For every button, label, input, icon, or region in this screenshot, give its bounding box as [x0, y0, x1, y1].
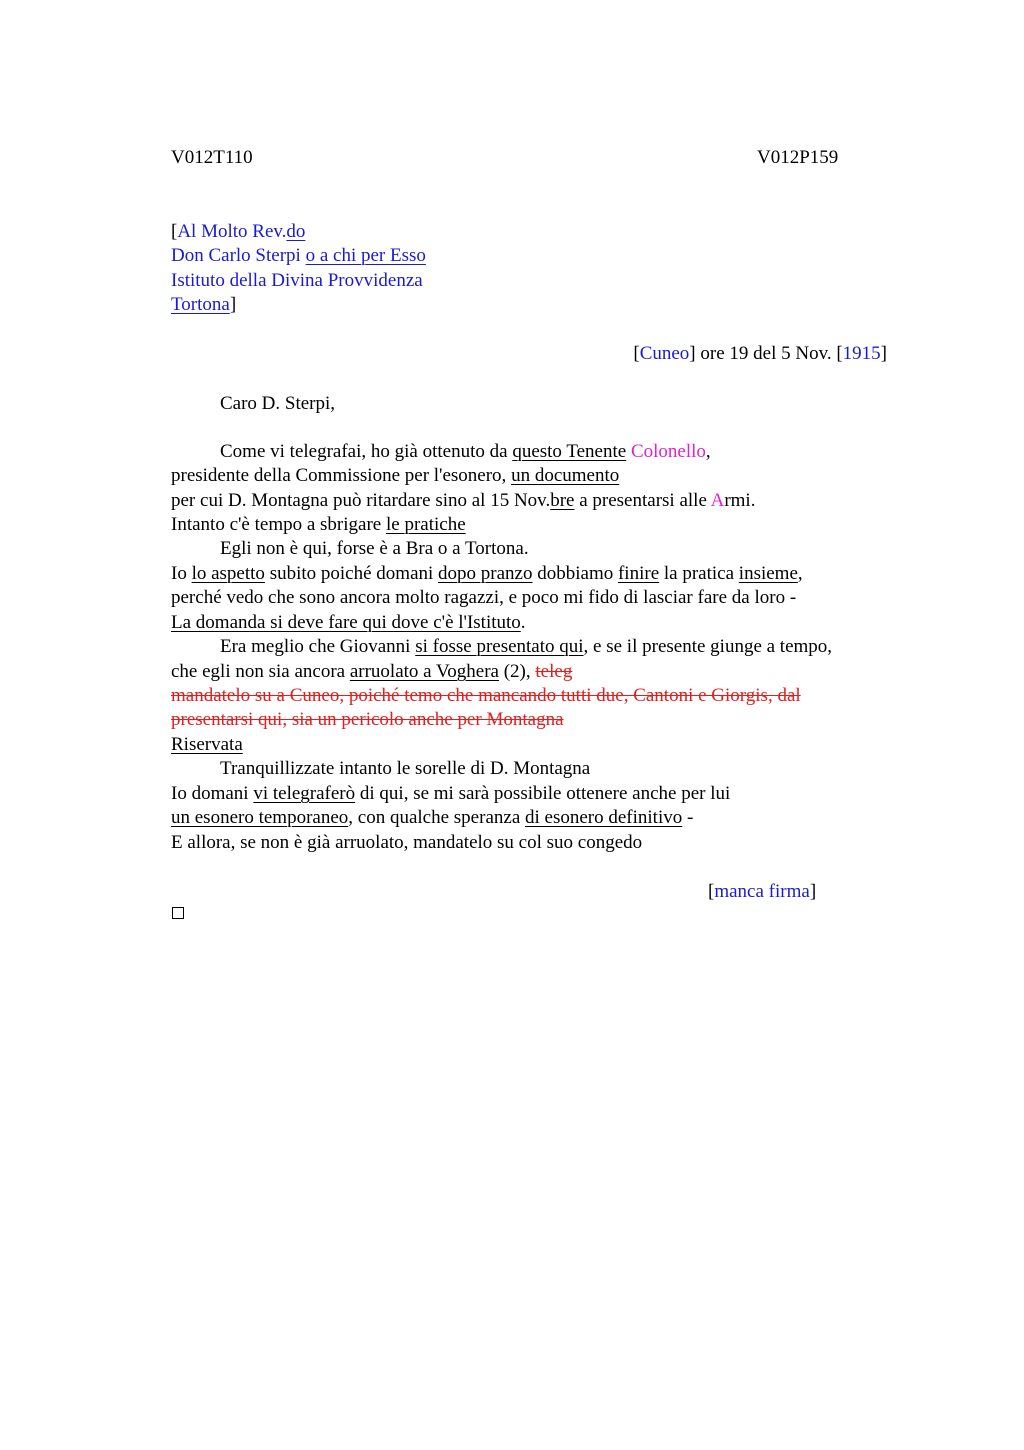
signature-note: [manca firma] [708, 881, 817, 902]
body-line: E allora, se non è già arruolato, mandatelo su col suo congedo [171, 832, 643, 853]
body-line: Come vi telegrafai, ho già ottenuto da questo Tenente Colonello, [220, 441, 711, 462]
body-line: perché vedo che sono ancora molto ragazzi, e poco mi fido di lasciar fare da loro - [171, 587, 797, 608]
address-line-3: Istituto della Divina Provvidenza [171, 270, 423, 291]
body-line: Era meglio che Giovanni si fosse presentato qui, e se il presente giunge a tempo, [220, 636, 833, 657]
dateline: [Cuneo] ore 19 del 5 Nov. [1915] [633, 343, 887, 364]
body-line: La domanda si deve fare qui dove c'è l'Istituto. [171, 612, 526, 633]
body-line: Intanto c'è tempo a sbrigare le pratiche [171, 514, 466, 535]
body-line: Io domani vi telegraferò di qui, se mi sarà possibile ottenere anche per lui [171, 783, 731, 804]
body-line: che egli non sia ancora arruolato a Voghera (2), teleg [171, 661, 573, 682]
end-marker-box [172, 907, 184, 919]
document-code-left: V012T110 [171, 147, 253, 168]
address-line-2: Don Carlo Sterpi o a chi per Esso [171, 245, 426, 266]
address-line-4: Tortona] [171, 294, 237, 315]
salutation: Caro D. Sterpi, [220, 393, 336, 414]
body-line: Egli non è qui, forse è a Bra o a Tortona. [220, 538, 529, 559]
body-line: Io lo aspetto subito poiché domani dopo pranzo dobbiamo finire la pratica insieme, [171, 563, 803, 584]
body-line: Tranquillizzate intanto le sorelle di D. Montagna [220, 758, 591, 779]
body-line: un esonero temporaneo, con qualche speranza di esonero definitivo - [171, 807, 694, 828]
struck-line: mandatelo su a Cuneo, poiché temo che mancando tutti due, Cantoni e Giorgis, dal [171, 685, 801, 706]
body-line: per cui D. Montagna può ritardare sino al 15 Nov.bre a presentarsi alle Armi. [171, 490, 756, 511]
document-code-right: V012P159 [757, 147, 839, 168]
body-line: presidente della Commissione per l'esonero, un documento [171, 465, 620, 486]
struck-line: presentarsi qui, sia un pericolo anche per Montagna [171, 709, 564, 730]
address-line-1: [Al Molto Rev.do [171, 221, 306, 242]
riservata-note: Riservata [171, 734, 243, 755]
